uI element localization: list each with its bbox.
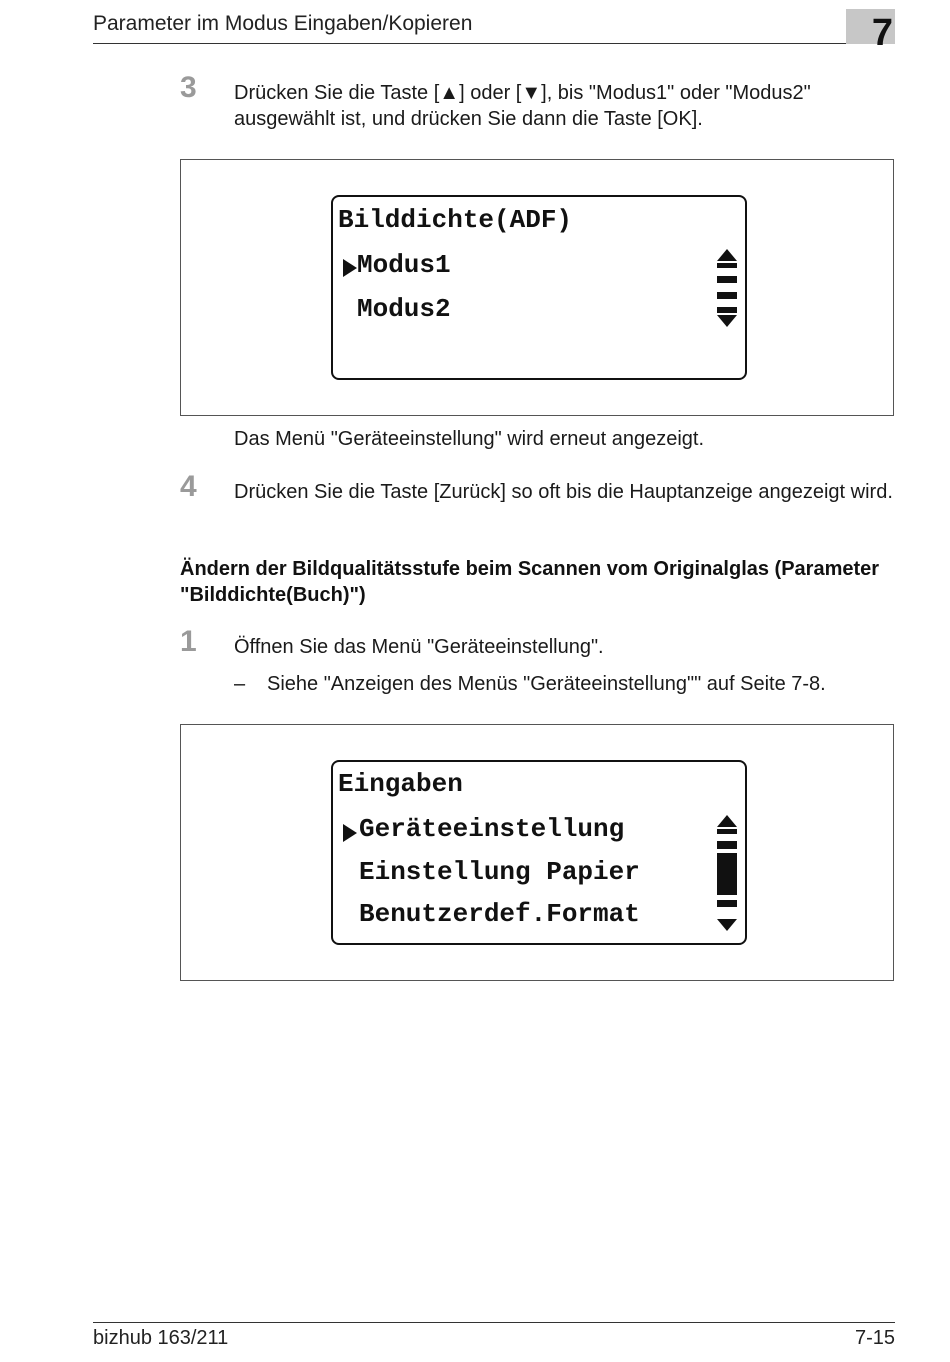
step-number-4: 4 [180,470,197,503]
scroll-segment [717,307,737,313]
lcd-scrollbar [717,815,737,933]
selection-cursor-icon [343,824,357,842]
scroll-up-arrow-icon [717,815,737,827]
step-number-3: 3 [180,71,197,104]
lcd-screen-1 [331,195,747,380]
selection-cursor-icon [343,259,357,277]
cross-reference-text: Siehe "Anzeigen des Menüs "Geräteeinstellung"" auf Seite 7-8. [267,673,826,695]
lcd-menu-item: Geräteeinstellung [359,814,625,844]
step-3-text: Drücken Sie die Taste [▲] oder [▼], bis "Modus1" oder "Modus2" ausgewählt ist, und drücken Sie dann die Taste [OK]. [234,82,811,130]
header-title: Parameter im Modus Eingaben/Kopieren [93,12,473,35]
chapter-number: 7 [871,12,893,54]
step-4-text: Drücken Sie die Taste [Zurück] so oft bis die Hauptanzeige angezeigt wird. [234,481,893,503]
step-number-1: 1 [180,625,197,658]
lcd-screen-2 [331,760,747,945]
footer-page-number: 7-15 [854,1327,895,1349]
step-1-text: Öffnen Sie das Menü "Geräteeinstellung". [234,636,604,658]
lcd-menu-item: Modus2 [357,294,451,324]
step-3-result: Das Menü "Geräteeinstellung" wird erneut angezeigt. [234,428,705,450]
header-divider [93,43,895,44]
display-figure-2 [180,724,894,981]
scroll-up-arrow-icon [717,249,737,261]
chapter-tab [846,9,895,54]
scroll-segment [717,276,737,283]
scroll-segment [717,829,737,834]
footer-divider [93,1322,895,1323]
section-heading: Ändern der Bildqualitätsstufe beim Scannen vom Originalglas (Parameter "Bilddichte(Buch)") [180,558,880,606]
lcd-menu-item: Modus1 [357,250,451,280]
lcd-scrollbar [717,249,737,329]
footer-product: bizhub 163/211 [93,1327,229,1349]
bullet-dash: – [234,673,246,695]
scroll-thumb [717,853,737,895]
scroll-down-arrow-icon [717,919,737,931]
display-figure-1 [180,159,894,416]
lcd-menu-item: Einstellung Papier [359,857,640,887]
scroll-segment [717,900,737,907]
scroll-down-arrow-icon [717,315,737,327]
lcd-title: Eingaben [338,769,463,799]
scroll-segment [717,841,737,849]
lcd-menu-item: Benutzerdef.Format [359,899,640,929]
lcd-title: Bilddichte(ADF) [338,205,573,235]
scroll-segment [717,292,737,299]
scroll-segment [717,263,737,268]
